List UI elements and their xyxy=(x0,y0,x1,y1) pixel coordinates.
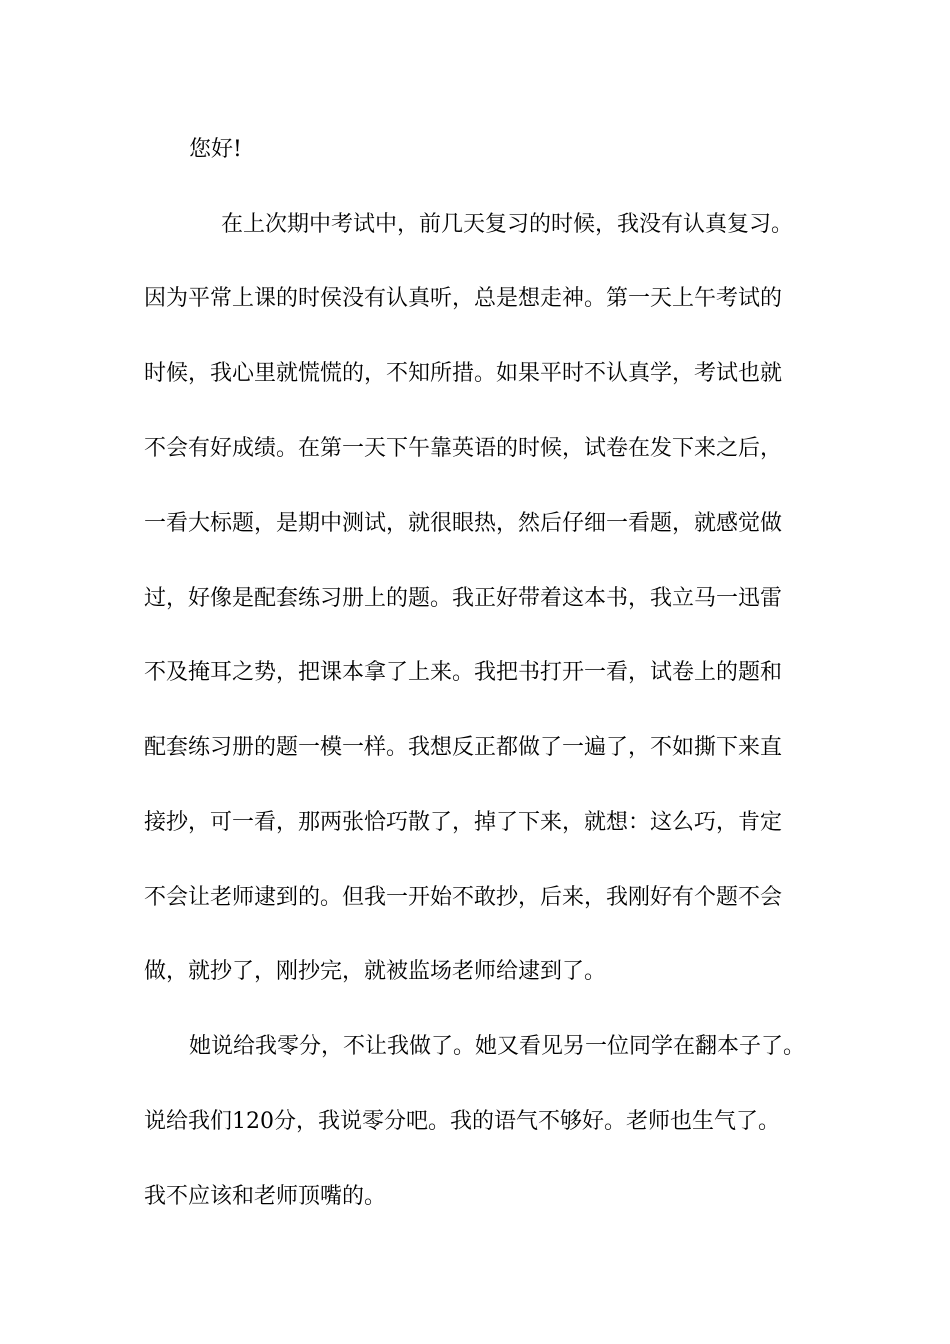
paragraph-1-line-4: 不会有好成绩。在第一天下午靠英语的时候，试卷在发下来之后， xyxy=(144,436,783,461)
paragraph-1-line-9: 接抄，可一看，那两张恰巧散了，掉了下来，就想：这么巧，肯定 xyxy=(144,810,783,835)
paragraph-2-line-1: 她说给我零分，不让我做了。她又看见另一位同学在翻本子了。 xyxy=(189,1034,806,1059)
paragraph-2-line-3: 我不应该和老师顶嘴的。 xyxy=(144,1184,387,1209)
paragraph-2-line-2: 说给我们120分，我说零分吧。我的语气不够好。老师也生气了。 xyxy=(144,1109,780,1134)
paragraph-1-line-7: 不及掩耳之势，把课本拿了上来。我把书打开一看，试卷上的题和 xyxy=(144,660,783,685)
paragraph-1-line-8: 配套练习册的题一模一样。我想反正都做了一遍了，不如撕下来直 xyxy=(144,735,783,760)
paragraph-1-line-5: 一看大标题，是期中测试，就很眼热，然后仔细一看题，就感觉做 xyxy=(144,511,783,536)
paragraph-1-line-3: 时候，我心里就慌慌的，不知所措。如果平时不认真学，考试也就 xyxy=(144,361,783,386)
paragraph-1-line-2: 因为平常上课的时侯没有认真听，总是想走神。第一天上午考试的 xyxy=(144,286,783,311)
paragraph-1-line-11: 做，就抄了，刚抄完，就被监场老师给逮到了。 xyxy=(144,959,607,984)
greeting: 您好! xyxy=(189,137,242,162)
paragraph-1-line-1: 在上次期中考试中，前几天复习的时候，我没有认真复习。 xyxy=(221,212,794,237)
paragraph-1-line-10: 不会让老师逮到的。但我一开始不敢抄，后来，我刚好有个题不会 xyxy=(144,885,783,910)
paragraph-1-line-6: 过，好像是配套练习册上的题。我正好带着这本书，我立马一迅雷 xyxy=(144,586,783,611)
